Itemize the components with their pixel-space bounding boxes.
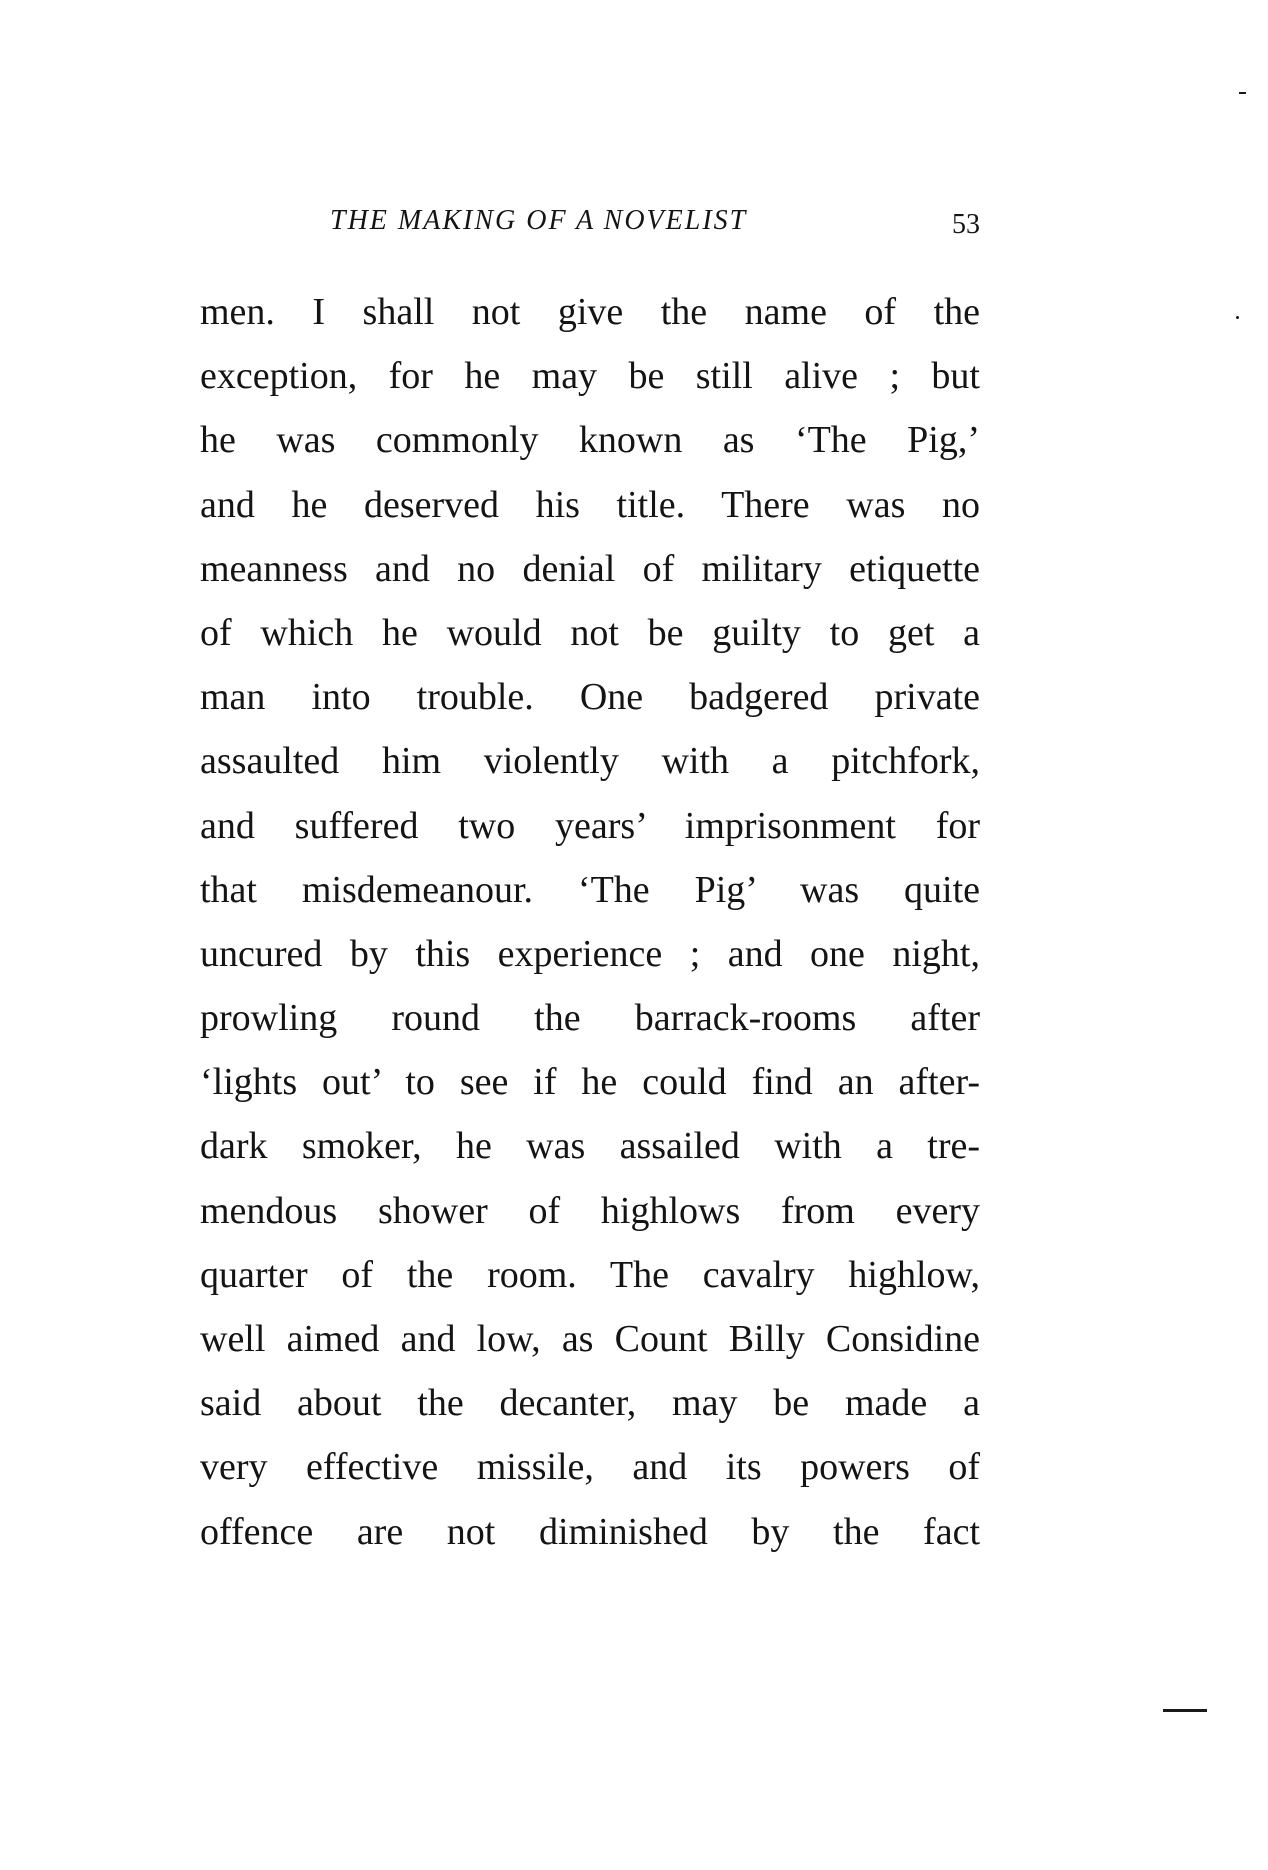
text-line: dark smoker, he was assailed with a tre- (200, 1125, 980, 1168)
text-line: men. I shall not give the name of the (200, 291, 980, 333)
text-line: he was commonly known as ‘The Pig,’ (200, 419, 980, 462)
running-head (200, 205, 980, 245)
text-line: and he deserved his title. There was no (200, 483, 980, 526)
running-title: THE MAKING OF A NOVELIST (330, 205, 748, 236)
text-line: well aimed and low, as Count Billy Considine (200, 1318, 980, 1360)
text-line: exception, for he may be still alive ; but (200, 355, 980, 398)
text-line: offence are not diminished by the fact (200, 1510, 980, 1553)
text-line: that misdemeanour. ‘The Pig’ was quite (200, 868, 980, 911)
text-line: prowling round the barrack-rooms after (200, 997, 980, 1040)
text-line: man into trouble. One badgered private (200, 676, 980, 719)
text-line: mendous shower of highlows from every (200, 1189, 980, 1232)
text-line: quarter of the room. The cavalry highlow, (200, 1253, 980, 1296)
scan-dash-mark (1163, 1709, 1207, 1712)
text-line: meanness and no denial of military etiquette (200, 547, 980, 590)
text-line: very effective missile, and its powers of (200, 1446, 980, 1489)
text-line: and suffered two years’ imprisonment for (200, 804, 980, 847)
text-line: of which he would not be guilty to get a (200, 611, 980, 654)
text-line: ‘lights out’ to see if he could find an after- (200, 1061, 980, 1104)
body-text (200, 280, 980, 1564)
scan-dot-mark (1236, 316, 1239, 319)
text-line: said about the decanter, may be made a (200, 1382, 980, 1425)
text-line: uncured by this experience ; and one night, (200, 932, 980, 975)
scan-speck-mark (1239, 92, 1246, 94)
text-line: assaulted him violently with a pitchfork, (200, 740, 980, 783)
page-number: 53 (952, 209, 980, 240)
